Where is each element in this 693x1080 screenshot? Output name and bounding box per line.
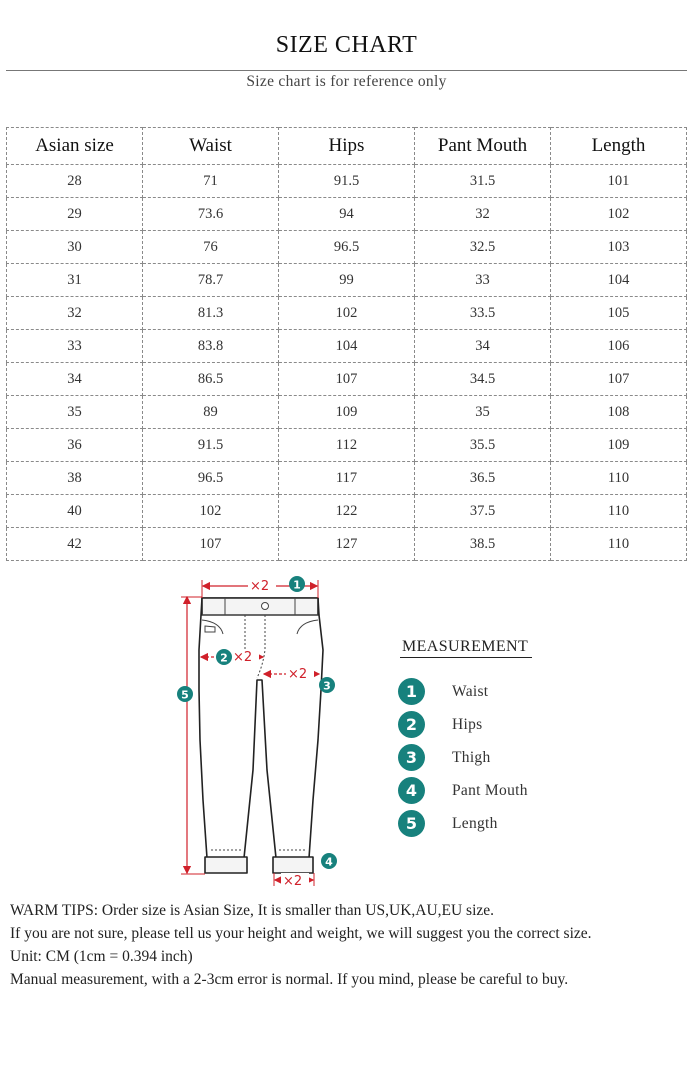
table-cell: 31.5 [415,165,551,198]
tip-line: Manual measurement, with a 2-3cm error is normal. If you mind, please be careful to buy. [10,971,569,988]
warm-tips [10,899,685,991]
legend-number: 3 [398,744,425,771]
table-cell: 112 [279,429,415,462]
table-row [7,363,687,396]
column-header: Waist [143,128,279,165]
table-cell: 42 [7,528,143,561]
table-row [7,429,687,462]
legend-number: 5 [398,810,425,837]
page-title: SIZE CHART [275,32,418,58]
table-cell: 33 [7,330,143,363]
table-cell: 91.5 [279,165,415,198]
table-cell: 81.3 [143,297,279,330]
table-cell: 73.6 [143,198,279,231]
table-cell: 107 [279,363,415,396]
table-row [7,330,687,363]
table-cell: 103 [551,231,687,264]
legend-label: Thigh [452,748,491,766]
tip-line: Unit: CM (1cm = 0.394 inch) [10,948,193,965]
table-row [7,462,687,495]
table-cell: 38 [7,462,143,495]
table-row [7,198,687,231]
table-cell: 71 [143,165,279,198]
table-cell: 105 [551,297,687,330]
table-cell: 34 [415,330,551,363]
table-cell: 33 [415,264,551,297]
table-cell: 37.5 [415,495,551,528]
table-cell: 86.5 [143,363,279,396]
table-cell: 35 [7,396,143,429]
size-chart-table [6,127,687,561]
table-cell: 102 [551,198,687,231]
table-cell: 104 [279,330,415,363]
mark-1: 1 [293,578,301,592]
table-cell: 28 [7,165,143,198]
table-row [7,396,687,429]
table-cell: 91.5 [143,429,279,462]
legend-item [398,675,528,708]
waist-arrow [202,576,318,598]
pant-mouth-times-two: ×2 [283,874,303,889]
table-row [7,528,687,561]
table-cell: 96.5 [279,231,415,264]
legend-item [398,741,528,774]
table-cell: 102 [143,495,279,528]
mark-2: 2 [220,651,228,665]
page-subtitle: Size chart is for reference only [246,73,447,90]
pants-outline [199,598,323,873]
legend-number: 4 [398,777,425,804]
table-cell: 32 [7,297,143,330]
table-cell: 76 [143,231,279,264]
table-row [7,264,687,297]
table-cell: 34 [7,363,143,396]
size-chart-body [7,165,687,561]
table-row [7,297,687,330]
table-row [7,165,687,198]
column-header: Pant Mouth [415,128,551,165]
table-cell: 83.8 [143,330,279,363]
table-cell: 94 [279,198,415,231]
column-header: Hips [279,128,415,165]
table-cell: 122 [279,495,415,528]
table-cell: 110 [551,528,687,561]
thigh-times-two: ×2 [288,667,308,682]
pants-diagram [165,570,345,895]
mark-5: 5 [181,688,189,702]
table-cell: 107 [551,363,687,396]
table-cell: 127 [279,528,415,561]
tip-line: WARM TIPS: Order size is Asian Size, It is smaller than US,UK,AU,EU size. [10,902,495,919]
table-cell: 107 [143,528,279,561]
table-cell: 30 [7,231,143,264]
title-divider [6,70,687,71]
legend-item [398,774,528,807]
table-cell: 33.5 [415,297,551,330]
table-cell: 108 [551,396,687,429]
table-cell: 32.5 [415,231,551,264]
table-cell: 110 [551,495,687,528]
table-cell: 35 [415,396,551,429]
table-cell: 38.5 [415,528,551,561]
table-cell: 34.5 [415,363,551,396]
table-row [7,231,687,264]
table-cell: 36 [7,429,143,462]
legend-number: 1 [398,678,425,705]
table-cell: 109 [551,429,687,462]
legend-label: Waist [452,682,489,700]
table-cell: 110 [551,462,687,495]
hips-times-two: ×2 [233,650,253,665]
mark-3: 3 [323,679,331,693]
table-cell: 32 [415,198,551,231]
table-cell: 31 [7,264,143,297]
table-row [7,495,687,528]
table-cell: 109 [279,396,415,429]
table-cell: 96.5 [143,462,279,495]
table-cell: 101 [551,165,687,198]
table-cell: 29 [7,198,143,231]
table-header-row [7,128,687,165]
table-cell: 35.5 [415,429,551,462]
column-header: Length [551,128,687,165]
legend-label: Pant Mouth [452,781,528,799]
table-cell: 117 [279,462,415,495]
measurement-legend [398,675,528,840]
table-cell: 106 [551,330,687,363]
table-cell: 40 [7,495,143,528]
legend-label: Length [452,814,498,832]
table-cell: 99 [279,264,415,297]
tip-line: If you are not sure, please tell us your height and weight, we will suggest you the correct size. [10,925,592,942]
legend-label: Hips [452,715,483,733]
waist-times-two: ×2 [250,579,270,594]
mark-4: 4 [325,855,333,869]
table-cell: 104 [551,264,687,297]
column-header: Asian size [7,128,143,165]
legend-item [398,708,528,741]
legend-item [398,807,528,840]
table-cell: 78.7 [143,264,279,297]
table-cell: 36.5 [415,462,551,495]
table-cell: 89 [143,396,279,429]
table-cell: 102 [279,297,415,330]
legend-number: 2 [398,711,425,738]
measurement-title: MEASUREMENT [400,638,532,658]
